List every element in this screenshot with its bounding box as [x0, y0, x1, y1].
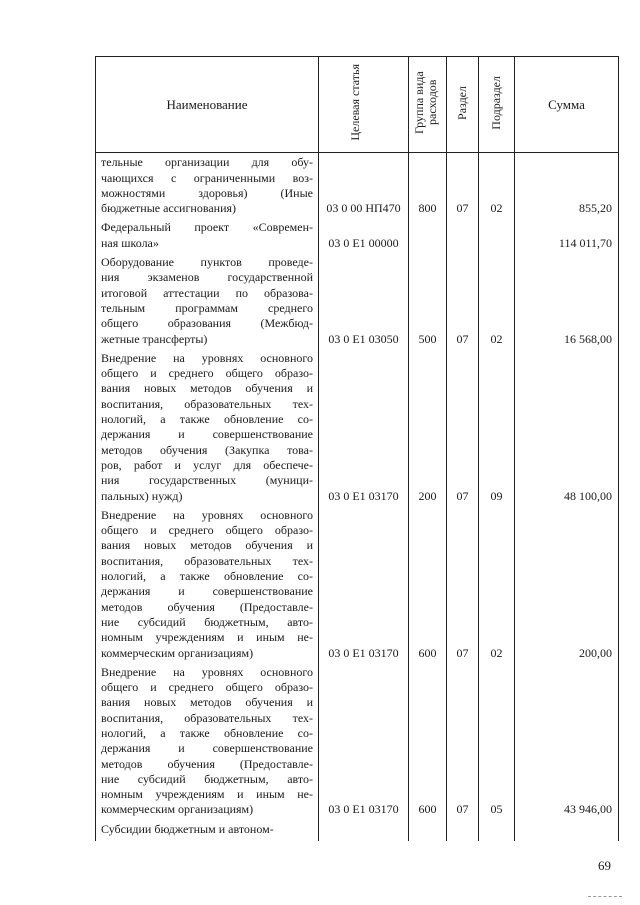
name-line: Внедрение на уровнях основного: [101, 507, 313, 522]
name-line: методов обучения (Предоставле-: [101, 756, 313, 771]
cell-name: [96, 351, 319, 508]
cell-subsection: [479, 822, 515, 841]
name-line: тельным программам среднего: [101, 300, 313, 315]
cell-subsection: 02: [479, 255, 515, 351]
header-target-article: Целевая статья: [319, 57, 409, 153]
name-line: нологий, а также обновление со-: [101, 569, 313, 584]
table-row: [96, 665, 619, 822]
name-line: держания и совершенствование: [101, 584, 313, 599]
cell-section: [447, 220, 479, 255]
name-line: держания и совершенствование: [101, 427, 313, 442]
name-line: воспитания, образовательных тех-: [101, 396, 313, 411]
name-line: чающихся с ограниченными воз-: [101, 170, 313, 185]
cell-section: [447, 822, 479, 841]
cell-expense-group: 600: [409, 508, 447, 665]
cell-subsection: 02: [479, 153, 515, 221]
cell-expense-group: 500: [409, 255, 447, 351]
name-line: тельные организации для обу-: [101, 155, 313, 170]
cell-target-article: 03 0 E1 03050: [319, 255, 409, 351]
name-line: Внедрение на уровнях основного: [101, 350, 313, 365]
name-line: нологий, а также обновление со-: [101, 412, 313, 427]
name-line: коммерческим организациям): [101, 802, 254, 817]
table-row: [96, 822, 619, 841]
cell-target-article: 03 0 E1 03170: [319, 351, 409, 508]
cell-section: 07: [447, 351, 479, 508]
cell-name: [96, 220, 319, 255]
cell-sum: 855,20: [515, 153, 619, 221]
page-number: 69: [598, 858, 611, 873]
name-line: итоговой аттестации по образова-: [101, 285, 313, 300]
name-line: бюджетные ассигнования): [101, 201, 237, 216]
name-line: номным учреждениям и иным не-: [101, 787, 313, 802]
cell-target-article: [319, 822, 409, 841]
name-line: пальных) нужд): [101, 488, 183, 503]
name-line: методов обучения (Закупка това-: [101, 442, 313, 457]
name-line: воспитания, образовательных тех-: [101, 710, 313, 725]
cell-sum: 114 011,70: [515, 220, 619, 255]
cell-name: [96, 822, 319, 841]
header-subsection: Подраздел: [479, 57, 515, 153]
cell-name: [96, 508, 319, 665]
name-line: Внедрение на уровнях основного: [101, 664, 313, 679]
name-line: можностями здоровья) (Иные: [101, 185, 313, 200]
name-line: Федеральный проект «Современ-: [101, 220, 313, 235]
budget-table: [95, 56, 619, 841]
name-line: ров, работ и услуг для обеспече-: [101, 457, 313, 472]
name-line: методов обучения (Предоставле-: [101, 599, 313, 614]
cell-sum: 43 946,00: [515, 665, 619, 822]
cell-target-article: 03 0 E1 03170: [319, 508, 409, 665]
table-row: [96, 220, 619, 255]
name-line: общего и среднего общего образо-: [101, 523, 313, 538]
cell-expense-group: [409, 220, 447, 255]
cell-sum: 48 100,00: [515, 351, 619, 508]
cell-target-article: 03 0 E1 00000: [319, 220, 409, 255]
name-line: вания новых методов обучения и: [101, 695, 313, 710]
cell-target-article: 03 0 E1 03170: [319, 665, 409, 822]
cell-expense-group: 600: [409, 665, 447, 822]
header-name: Наименование: [96, 57, 319, 153]
cell-expense-group: 800: [409, 153, 447, 221]
cell-name: [96, 665, 319, 822]
table-row: [96, 153, 619, 221]
table-row: [96, 508, 619, 665]
name-line: ния государственных (муници-: [101, 473, 313, 488]
name-line: номным учреждениям и иным не-: [101, 630, 313, 645]
cell-expense-group: [409, 822, 447, 841]
cell-section: 07: [447, 665, 479, 822]
cell-subsection: 05: [479, 665, 515, 822]
name-line: нологий, а также обновление со-: [101, 725, 313, 740]
name-line: ние субсидий бюджетным, авто-: [101, 614, 313, 629]
cell-subsection: [479, 220, 515, 255]
name-line: общего и среднего общего образо-: [101, 680, 313, 695]
name-line: жетные трансферты): [101, 331, 208, 346]
name-line: коммерческим организациям): [101, 645, 254, 660]
cell-section: 07: [447, 153, 479, 221]
name-line: вания новых методов обучения и: [101, 381, 313, 396]
name-line: ная школа»: [101, 235, 159, 250]
header-expense-group: Группа вида расходов: [409, 57, 447, 153]
cell-name: [96, 153, 319, 221]
name-line: воспитания, образовательных тех-: [101, 553, 313, 568]
name-line: Оборудование пунктов проведе-: [101, 255, 313, 270]
name-line: общего и среднего общего образо-: [101, 366, 313, 381]
cell-section: 07: [447, 255, 479, 351]
cell-sum: 16 568,00: [515, 255, 619, 351]
cell-name: [96, 255, 319, 351]
table-header: [96, 57, 619, 153]
name-line: ния экзаменов государственной: [101, 270, 313, 285]
table-body: [96, 153, 619, 841]
table-row: [96, 351, 619, 508]
name-line: вания новых методов обучения и: [101, 538, 313, 553]
cell-expense-group: 200: [409, 351, 447, 508]
name-line: держания и совершенствование: [101, 741, 313, 756]
name-line: общего образования (Межбюд-: [101, 316, 313, 331]
header-section: Раздел: [447, 57, 479, 153]
cell-sum: [515, 822, 619, 841]
scan-edge-mark: [588, 896, 622, 898]
table-row: [96, 255, 619, 351]
header-sum: Сумма: [515, 57, 619, 153]
cell-section: 07: [447, 508, 479, 665]
cell-sum: 200,00: [515, 508, 619, 665]
cell-subsection: 02: [479, 508, 515, 665]
name-line: Субсидии бюджетным и автоном-: [101, 821, 274, 836]
cell-subsection: 09: [479, 351, 515, 508]
name-line: ние субсидий бюджетным, авто-: [101, 771, 313, 786]
cell-target-article: 03 0 00 НП470: [319, 153, 409, 221]
